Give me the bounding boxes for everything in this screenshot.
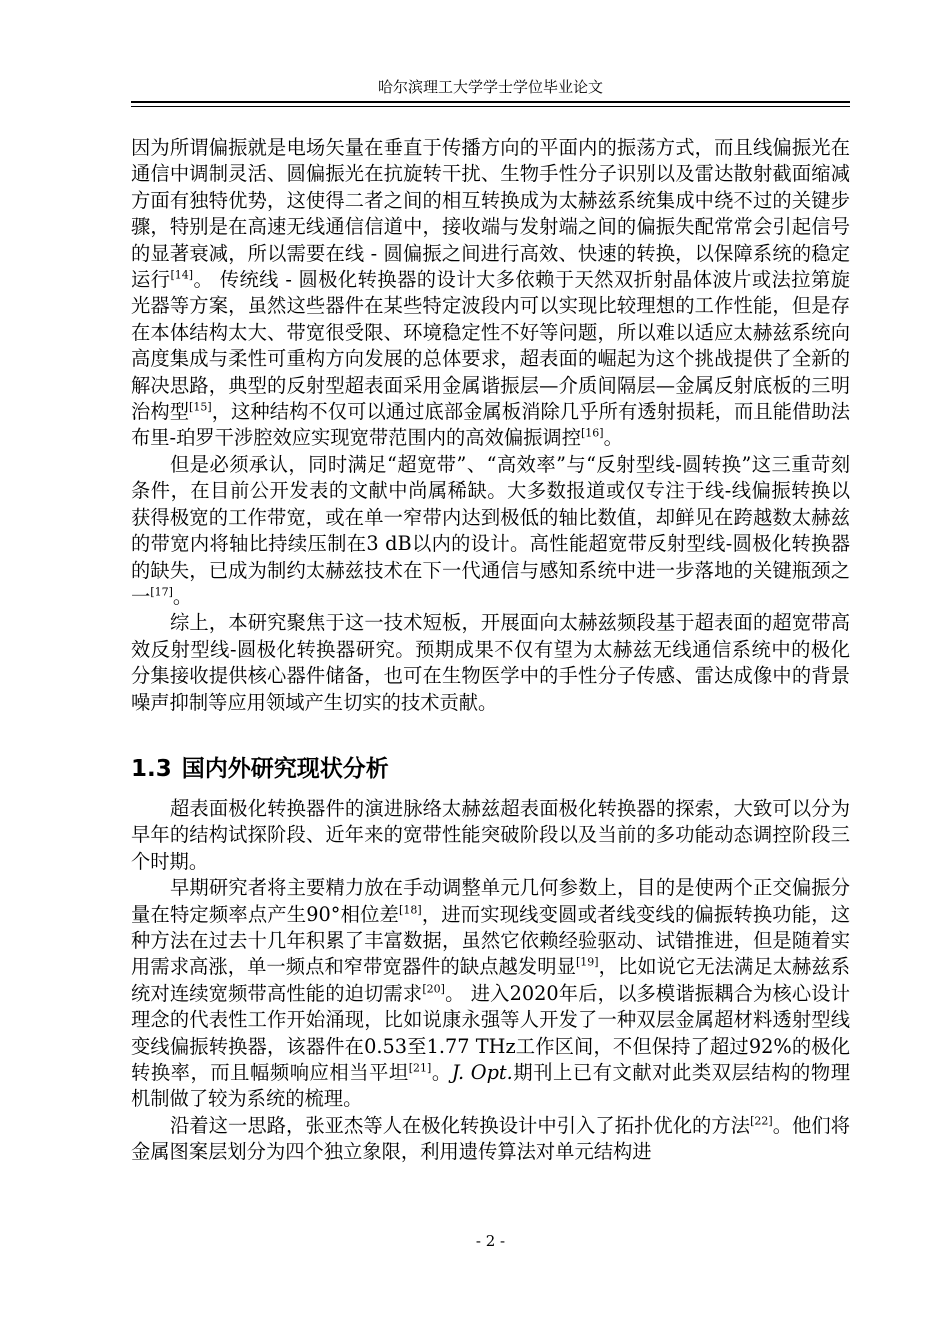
citation: [15] [189,400,212,414]
text-run: 。 [431,1061,452,1084]
citation: [21] [408,1061,432,1075]
text-run: 。 [172,584,193,608]
running-header: 哈尔滨理工大学学士学位毕业论文 [377,78,603,96]
citation: [14] [170,268,194,282]
text-run: 。他们将金属图案层划分为四个独立象限，利用遗传算法对单元结构进 [131,1113,850,1164]
paragraph-topology-optimization [131,1113,850,1166]
text-run: 沿着这一思路，张亚杰等人在极化转换设计中引入了拓扑优化的方法 [170,1113,751,1137]
paragraph-research-gap [131,452,850,610]
journal-name: J. Opt. [451,1061,513,1084]
text-run: ，进而实现线变圆或者线变线的偏振转换功能，这种方法在过去十几年积累了丰富数据，虽然它依赖经验驱动、试错推进，但是随着实用需求高涨，单一频点和窄带宽器件的缺点越发明显 [131,902,850,979]
citation: [18] [399,903,422,917]
text-run: 因为所谓偏振就是电场矢量在垂直于传播方向的平面内的振荡方式，而且线偏振光在通信中调制灵活、圆偏振光在抗旋转干扰、生物手性分子识别以及雷达散射截面缩减方面有独特优势，这使得二者之间的相互转换成为太赫兹系统集成中绕不过的关键步骤，特别是在高速无线通信信道中，接收端与发射端之间的偏振失配常常会引起信号的显著衰减，所以需要在线 - 圆偏振之间进行高效、快速的转换，以保障系统的稳定运行 [131,136,850,292]
text-run: 。 进入2020年后，以多模谐振耦合为核心设计理念的代表性工作开始涌现，比如说康永强等人开发了一种双层金属超材料透射型线变线偏振转换器，该器件在0.53至1.77 THz工作区间，不但保持了超过92%的极化转换率，而且幅频响应相当平坦 [131,981,850,1084]
section-number: 1.3 [131,755,172,782]
page-body [131,135,850,1166]
citation: [20] [422,982,445,996]
text-run: ，比如说它无法满足太赫兹系统对连续宽频带高性能的迫切需求 [131,955,851,1005]
citation: [17] [150,585,173,599]
text-run: 。 传统线 - 圆极化转换器的设计大多依赖于天然双折射晶体波片或法拉第旋光器等方案，虽然这些器件在某些特定波段内可以实现比较理想的工作性能，但是存在本体结构太大、带宽很受限、环境稳定性不好等问题，所以难以适应太赫兹系统向高度集成与柔性可重构方向发展的总体要求，超表面的崛起为这个挑战提供了全新的解决思路，典型的反射型超表面采用金属谐振层—介质间隔层—金属反射底板的三明治构型 [131,268,851,424]
page-number: - 2 - [475,1232,506,1250]
section-heading [131,753,850,785]
header-rule-thick [131,101,850,103]
text-run: 但是必须承认，同时满足“超宽带”、“高效率”与“反射型线-圆转换”这三重苛刻条件，在目前公开发表的文献中尚属稀缺。大多数报道或仅专注于线-线偏振转换以获得极宽的工作带宽，或在单一窄带内达到极低的轴比数值，却鲜见在跨越数太赫兹的带宽内将轴比持续压制在3 dB以内的设计。高性能超宽带反射型线-圆极化转换器的缺失，已成为制约太赫兹技术在下一代通信与感知系统中进一步落地的关键瓶颈之一 [131,452,850,608]
citation: [22] [750,1114,773,1128]
citation: [16] [580,427,604,441]
text-run: 早期研究者将主要精力放在手动调整单元几何参数上，目的是使两个正交偏振分量在特定频率点产生90°相位差 [131,876,850,926]
paragraph-early-research [131,875,850,1113]
text-run: 超表面极化转换器件的演进脉络太赫兹超表面极化转换器的探索，大致可以分为早年的结构试探阶段、近年来的宽带性能突破阶段以及当前的多功能动态调控阶段三个时期。 [131,796,850,873]
paragraph-evolution-overview [131,796,850,875]
citation: [19] [575,955,599,969]
text-run: 。 [603,426,623,450]
header-rule-thin [131,106,850,107]
section-title: 国内外研究现状分析 [181,755,389,782]
paragraph-polarization-background [131,135,850,452]
text-run: ，这种结构不仅可以通过底部金属板消除几乎所有透射损耗，而且能借助法布里-珀罗干涉腔效应实现宽带范围内的高效偏振调控 [131,400,851,450]
text-run: 期刊上已有文献对此类双层结构的物理机制做了较为系统的梳理。 [131,1061,851,1111]
paragraph-summary [131,610,850,716]
text-run: 综上，本研究聚焦于这一技术短板，开展面向太赫兹频段基于超表面的超宽带高效反射型线-圆极化转换器研究。预期成果不仅有望为太赫兹无线通信系统中的极化分集接收提供核心器件储备，也可在生物医学中的手性分子传感、雷达成像中的背景噪声抑制等应用领域产生切实的技术贡献。 [131,611,850,714]
